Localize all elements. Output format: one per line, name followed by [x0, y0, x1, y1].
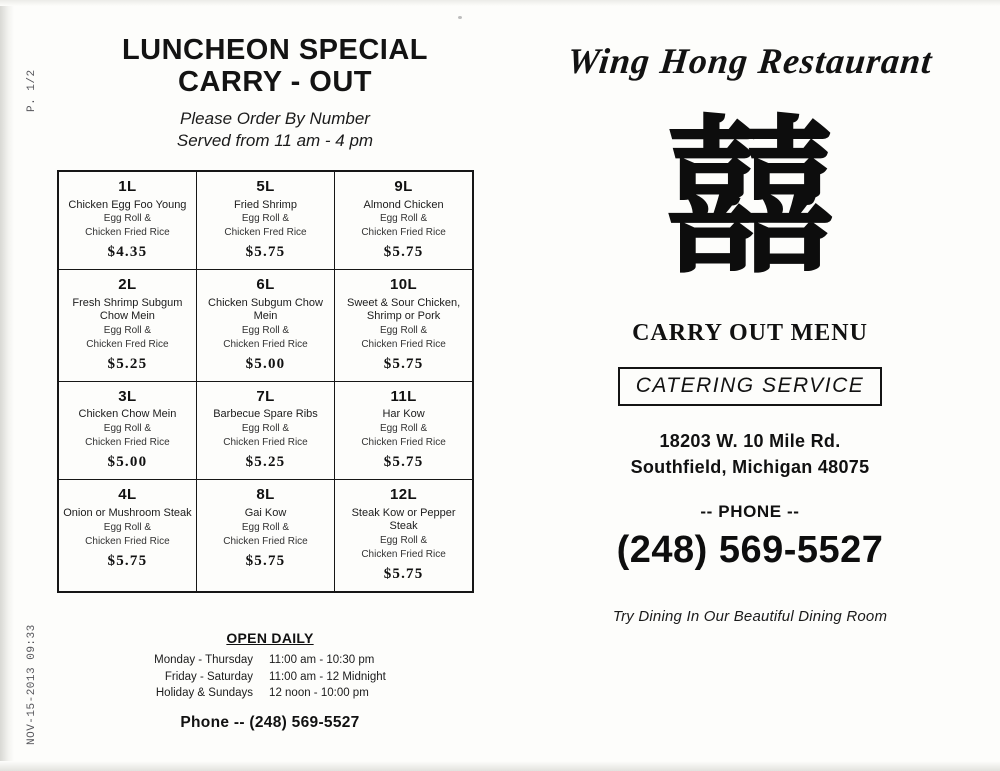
item-name: Barbecue Spare Ribs [213, 408, 318, 421]
menu-row [58, 381, 473, 479]
item-side-1: Egg Roll & [379, 534, 428, 546]
menu-row [58, 480, 473, 592]
item-name: Almond Chicken [363, 198, 444, 211]
left-phone-line: Phone -- (248) 569-5527 [180, 714, 360, 732]
hours-row [154, 669, 386, 686]
item-number: 5L [256, 178, 275, 195]
item-name: Chicken Chow Mein [78, 408, 177, 421]
scan-edge-bottom [0, 761, 1000, 771]
item-price: $5.00 [107, 454, 148, 471]
item-price: $5.75 [107, 552, 148, 569]
dining-room-tagline: Try Dining In Our Beautiful Dining Room [612, 608, 888, 626]
menu-item-cell[interactable] [58, 270, 196, 381]
item-price: $5.75 [245, 244, 286, 261]
menu-item-cell[interactable] [58, 480, 196, 592]
phone-label: -- PHONE -- [700, 502, 800, 522]
restaurant-info-panel [520, 40, 980, 625]
scan-edge-left [0, 0, 14, 771]
item-price: $5.25 [245, 454, 286, 471]
item-name: Sweet & Sour Chicken, Shrimp or Pork [347, 296, 461, 322]
item-number: 1L [118, 178, 137, 195]
hours-days: Holiday & Sundays [155, 687, 254, 700]
scan-edge-top [0, 0, 1000, 6]
hours-time: 12 noon - 10:00 pm [269, 687, 369, 700]
item-side-2: Chicken Fried Rice [85, 535, 170, 547]
catering-service-box [618, 367, 883, 406]
open-daily-title: OPEN DAILY [226, 630, 314, 646]
menu-item-cell[interactable] [335, 381, 473, 479]
item-number: 8L [256, 486, 275, 504]
item-side-1: Egg Roll & [379, 213, 428, 225]
item-side-1: Egg Roll & [241, 521, 290, 533]
item-side-1: Egg Roll & [103, 423, 152, 435]
item-side-2: Chicken Fred Rice [86, 338, 169, 350]
menu-item-cell[interactable] [196, 171, 334, 270]
menu-item-cell[interactable] [335, 480, 473, 592]
item-side-1: Egg Roll & [241, 324, 290, 336]
item-name: Steak Kow or Pepper Steak [351, 506, 456, 532]
luncheon-menu-grid [57, 170, 474, 593]
item-side-1: Egg Roll & [103, 324, 152, 336]
page-title-line-2: CARRY - OUT [178, 66, 372, 99]
item-number: 9L [394, 178, 413, 195]
open-daily-block [120, 630, 420, 732]
luncheon-title-block [55, 34, 485, 152]
luncheon-special-panel [55, 34, 485, 152]
item-side-2: Chicken Fried Rice [361, 437, 446, 449]
item-number: 4L [118, 486, 137, 504]
serving-hours-note: Served from 11 am - 4 pm [176, 131, 374, 151]
catering-service-label: CATERING SERVICE [635, 374, 865, 397]
item-name: Fresh Shrimp Subgum Chow Mein [72, 296, 183, 322]
address-block [520, 428, 980, 480]
item-price: $5.75 [245, 552, 286, 569]
item-name: Har Kow [382, 408, 425, 421]
item-side-1: Egg Roll & [103, 521, 152, 533]
item-side-1: Egg Roll & [379, 324, 428, 336]
item-side-2: Chicken Fried Rice [223, 437, 308, 449]
item-side-2: Chicken Fried Rice [223, 338, 308, 350]
item-side-1: Egg Roll & [241, 213, 290, 225]
order-instruction: Please Order By Number [180, 108, 370, 128]
scan-date-stamp: NOV-15-2013 09:33 [26, 624, 38, 745]
item-name: Onion or Mushroom Steak [63, 506, 192, 519]
item-name: Chicken Subgum Chow Mein [208, 296, 323, 322]
double-happiness-glyph: 囍 [664, 100, 835, 298]
item-number: 10L [390, 276, 418, 294]
item-number: 11L [390, 387, 417, 405]
menu-item-cell[interactable] [58, 381, 196, 479]
item-name: Gai Kow [244, 506, 287, 519]
item-side-2: Chicken Fred Rice [224, 227, 307, 239]
item-price: $5.00 [245, 355, 286, 372]
item-side-2: Chicken Fried Rice [223, 535, 308, 547]
menu-item-cell[interactable] [335, 171, 473, 270]
menu-item-cell[interactable] [196, 480, 334, 592]
item-side-1: Egg Roll & [379, 423, 428, 435]
item-side-2: Chicken Fried Rice [85, 437, 170, 449]
restaurant-name: Wing Hong Restaurant [565, 41, 935, 81]
hours-days: Friday - Saturday [164, 670, 254, 683]
hours-days: Monday - Thursday [154, 654, 254, 666]
item-name: Chicken Egg Foo Young [68, 198, 187, 211]
item-price: $5.75 [383, 244, 424, 261]
menu-row [58, 171, 473, 270]
phone-number: (248) 569-5527 [616, 529, 884, 572]
item-number: 12L [390, 486, 418, 504]
item-price: $5.75 [383, 454, 424, 471]
item-side-2: Chicken Fried Rice [361, 227, 446, 239]
scan-page-stamp: P. 1/2 [26, 69, 38, 112]
menu-row [58, 270, 473, 381]
menu-item-cell[interactable] [196, 270, 334, 381]
hours-row [154, 685, 386, 702]
hours-time: 11:00 am - 12 Midnight [269, 670, 386, 683]
hours-table [154, 652, 386, 702]
item-side-1: Egg Roll & [103, 213, 152, 225]
item-price: $5.25 [107, 355, 148, 372]
item-side-2: Chicken Fried Rice [361, 338, 446, 350]
item-name: Fried Shrimp [234, 198, 297, 211]
item-number: 2L [118, 276, 137, 294]
address-line-2: Southfield, Michigan 48075 [630, 457, 870, 478]
address-line-1: 18203 W. 10 Mile Rd. [659, 431, 841, 451]
item-side-2: Chicken Fried Rice [85, 227, 170, 239]
menu-item-cell[interactable] [58, 171, 196, 270]
page-title-line-1: LUNCHEON SPECIAL [121, 34, 429, 66]
item-price: $5.75 [383, 355, 424, 372]
hours-time: 11:00 am - 10:30 pm [269, 654, 375, 666]
item-side-1: Egg Roll & [241, 423, 290, 435]
menu-item-cell[interactable] [335, 270, 473, 381]
item-number: 3L [118, 387, 137, 405]
scan-speck [458, 16, 462, 19]
item-number: 7L [256, 387, 275, 405]
carry-out-menu-heading: CARRY OUT MENU [632, 320, 868, 346]
item-side-2: Chicken Fried Rice [361, 548, 446, 560]
item-price: $4.35 [107, 244, 148, 261]
hours-row [154, 652, 386, 669]
item-price: $5.75 [383, 565, 424, 582]
item-number: 6L [256, 276, 275, 294]
menu-item-cell[interactable] [196, 381, 334, 479]
double-happiness-icon [520, 100, 980, 298]
